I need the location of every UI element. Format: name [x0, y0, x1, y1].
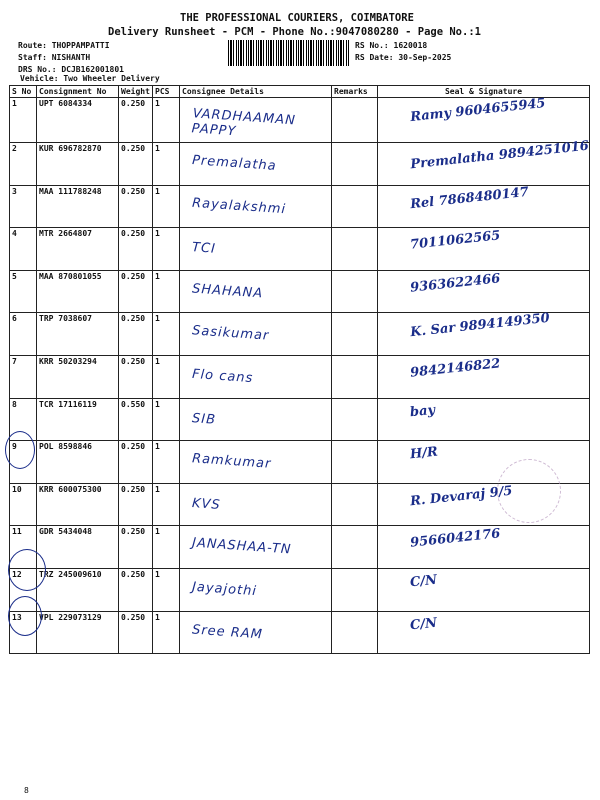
- row-remarks: [332, 526, 378, 569]
- row-consignment-no: VPL 229073129: [37, 611, 119, 654]
- row-signature-cell: [378, 270, 590, 313]
- row-weight: 0.250: [119, 441, 153, 484]
- row-signature: C/N: [409, 572, 438, 591]
- row-signature: 7011062565: [409, 228, 502, 253]
- row-sno: 3: [10, 185, 37, 228]
- row-consignment-no: POL 8598846: [37, 441, 119, 484]
- row-remarks: [332, 441, 378, 484]
- row-pcs: 1: [153, 398, 180, 441]
- header-sno: S No: [10, 86, 37, 98]
- table-row: [10, 355, 590, 398]
- row-weight: 0.550: [119, 398, 153, 441]
- row-pcs: 1: [153, 143, 180, 186]
- row-consignment-no: MAA 111788248: [37, 185, 119, 228]
- table-row: [10, 228, 590, 271]
- document-subtitle: Delivery Runsheet - PCM - Phone No.:9047080280 - Page No.:1: [108, 26, 481, 38]
- row-consignee-cell: [180, 143, 332, 186]
- row-pcs: 1: [153, 228, 180, 271]
- row-pcs: 1: [153, 98, 180, 143]
- rs-number: RS No.: 1620018: [355, 41, 428, 50]
- row-consignee-cell: [180, 483, 332, 526]
- row-consignee-cell: [180, 313, 332, 356]
- row-consignment-no: KUR 696782870: [37, 143, 119, 186]
- row-consignee: VARDHAAMAN PAPPY: [191, 106, 297, 140]
- row-consignee: Rayalakshmi: [191, 195, 287, 217]
- row-weight: 0.250: [119, 611, 153, 654]
- row-consignee: SIB: [191, 410, 217, 428]
- row-sno: 6: [10, 313, 37, 356]
- row-consignee: Sree RAM: [191, 622, 264, 642]
- row-signature: K. Sar 9894149350: [409, 311, 551, 341]
- row-signature: bay: [409, 402, 436, 420]
- row-pcs: 1: [153, 185, 180, 228]
- row-consignee: TCI: [191, 240, 217, 258]
- row-consignee-cell: [180, 526, 332, 569]
- row-remarks: [332, 228, 378, 271]
- row-remarks: [332, 483, 378, 526]
- row-remarks: [332, 270, 378, 313]
- header-remarks: Remarks: [332, 86, 378, 98]
- row-signature-cell: [378, 138, 590, 186]
- row-consignee: Flo cans: [191, 366, 254, 387]
- row-pcs: 1: [153, 483, 180, 526]
- row-remarks: [332, 398, 378, 441]
- row-signature: Ramy 9604655945: [409, 95, 547, 126]
- row-sno: 2: [10, 143, 37, 186]
- row-sno: 7: [10, 355, 37, 398]
- row-signature-cell: [378, 95, 590, 143]
- header-consignment: Consignment No: [37, 86, 119, 98]
- row-signature: H/R: [409, 444, 439, 463]
- row-consignee-cell: [180, 98, 332, 143]
- page-mark: 8: [24, 786, 29, 795]
- row-weight: 0.250: [119, 568, 153, 611]
- row-signature: 9566042176: [409, 526, 502, 552]
- row-sno: 1: [10, 98, 37, 143]
- row-remarks: [332, 143, 378, 186]
- row-consignee: Ramkumar: [191, 451, 272, 472]
- row-consignee-cell: [180, 611, 332, 654]
- row-remarks: [332, 185, 378, 228]
- row-consignment-no: TRZ 245009610: [37, 568, 119, 611]
- rs-date: RS Date: 30-Sep-2025: [355, 53, 452, 62]
- row-consignee: Sasikumar: [191, 323, 270, 345]
- table-header-row: [10, 86, 590, 98]
- row-signature-cell: [378, 313, 590, 356]
- row-pcs: 1: [153, 313, 180, 356]
- row-consignment-no: TCR 17116119: [37, 398, 119, 441]
- row-sno: 9: [10, 441, 37, 484]
- row-consignment-no: MTR 2664807: [37, 228, 119, 271]
- row-remarks: [332, 98, 378, 143]
- row-pcs: 1: [153, 611, 180, 654]
- row-consignee-cell: [180, 185, 332, 228]
- row-remarks: [332, 568, 378, 611]
- row-weight: 0.250: [119, 483, 153, 526]
- table-row: [10, 313, 590, 356]
- header-signature: Seal & Signature: [378, 86, 590, 98]
- row-consignee-cell: [180, 441, 332, 484]
- row-weight: 0.250: [119, 270, 153, 313]
- row-consignment-no: MAA 870801055: [37, 270, 119, 313]
- row-pcs: 1: [153, 441, 180, 484]
- barcode: [228, 40, 350, 66]
- row-pcs: 1: [153, 568, 180, 611]
- row-signature-cell: [378, 568, 590, 611]
- row-consignee: SHAHANA: [191, 281, 264, 302]
- row-signature-cell: [378, 398, 590, 441]
- row-consignee-cell: [180, 270, 332, 313]
- vehicle-label: Vehicle: Two Wheeler Delivery: [20, 74, 160, 83]
- row-consignment-no: TRP 7038607: [37, 313, 119, 356]
- row-weight: 0.250: [119, 185, 153, 228]
- row-weight: 0.250: [119, 526, 153, 569]
- runsheet-table: [9, 85, 590, 654]
- row-signature-cell: [378, 185, 590, 228]
- row-weight: 0.250: [119, 313, 153, 356]
- header-weight: Weight: [119, 86, 153, 98]
- row-consignee-cell: [180, 568, 332, 611]
- row-sno: 10: [10, 483, 37, 526]
- row-consignee: Premalatha: [191, 153, 278, 174]
- row-weight: 0.250: [119, 98, 153, 143]
- row-signature-cell: [378, 611, 590, 654]
- row-signature: 9842146822: [409, 356, 502, 381]
- row-pcs: 1: [153, 526, 180, 569]
- row-sno: 8: [10, 398, 37, 441]
- row-sno: 4: [10, 228, 37, 271]
- rubber-stamp: [497, 459, 561, 523]
- row-signature: Premalatha 9894251016: [409, 138, 590, 173]
- table-row: [10, 143, 590, 186]
- row-signature-cell: [378, 228, 590, 271]
- row-consignee: JANASHAA-TN: [191, 535, 292, 558]
- row-consignment-no: UPT 6084334: [37, 98, 119, 143]
- document-title: THE PROFESSIONAL COURIERS, COIMBATORE: [180, 12, 414, 24]
- row-consignment-no: KRR 600075300: [37, 483, 119, 526]
- row-weight: 0.250: [119, 355, 153, 398]
- row-sno: 13: [10, 611, 37, 654]
- row-consignee-cell: [180, 355, 332, 398]
- header-consignee: Consignee Details: [180, 86, 332, 98]
- row-sno: 11: [10, 526, 37, 569]
- row-consignee: Jayajothi: [191, 579, 258, 600]
- row-consignee-cell: [180, 228, 332, 271]
- route-label: Route: THOPPAMPATTI: [18, 41, 110, 50]
- table-row: [10, 398, 590, 441]
- row-signature: C/N: [409, 615, 438, 633]
- row-remarks: [332, 355, 378, 398]
- row-weight: 0.250: [119, 143, 153, 186]
- row-pcs: 1: [153, 355, 180, 398]
- table-row: [10, 270, 590, 313]
- row-weight: 0.250: [119, 228, 153, 271]
- row-remarks: [332, 313, 378, 356]
- row-consignment-no: KRR 50203294: [37, 355, 119, 398]
- table-row: [10, 568, 590, 611]
- row-signature: R. Devaraj 9/5: [409, 483, 514, 510]
- row-consignee: KVS: [191, 495, 222, 513]
- table-row: [10, 526, 590, 569]
- row-sno: 12: [10, 568, 37, 611]
- row-pcs: 1: [153, 270, 180, 313]
- staff-label: Staff: NISHANTH: [18, 53, 91, 62]
- header-pcs: PCS: [153, 86, 180, 98]
- row-remarks: [332, 611, 378, 654]
- row-consignee-cell: [180, 398, 332, 441]
- row-signature-cell: [378, 355, 590, 398]
- row-signature: Rel 7868480147: [409, 184, 530, 212]
- row-consignment-no: GDR 5434048: [37, 526, 119, 569]
- drs-number: DRS No.: DCJB162001801: [18, 65, 124, 74]
- row-sno: 5: [10, 270, 37, 313]
- row-signature-cell: [378, 526, 590, 569]
- row-signature: 9363622466: [409, 271, 502, 296]
- table-row: [10, 185, 590, 228]
- table-row: [10, 98, 590, 143]
- table-row: [10, 611, 590, 654]
